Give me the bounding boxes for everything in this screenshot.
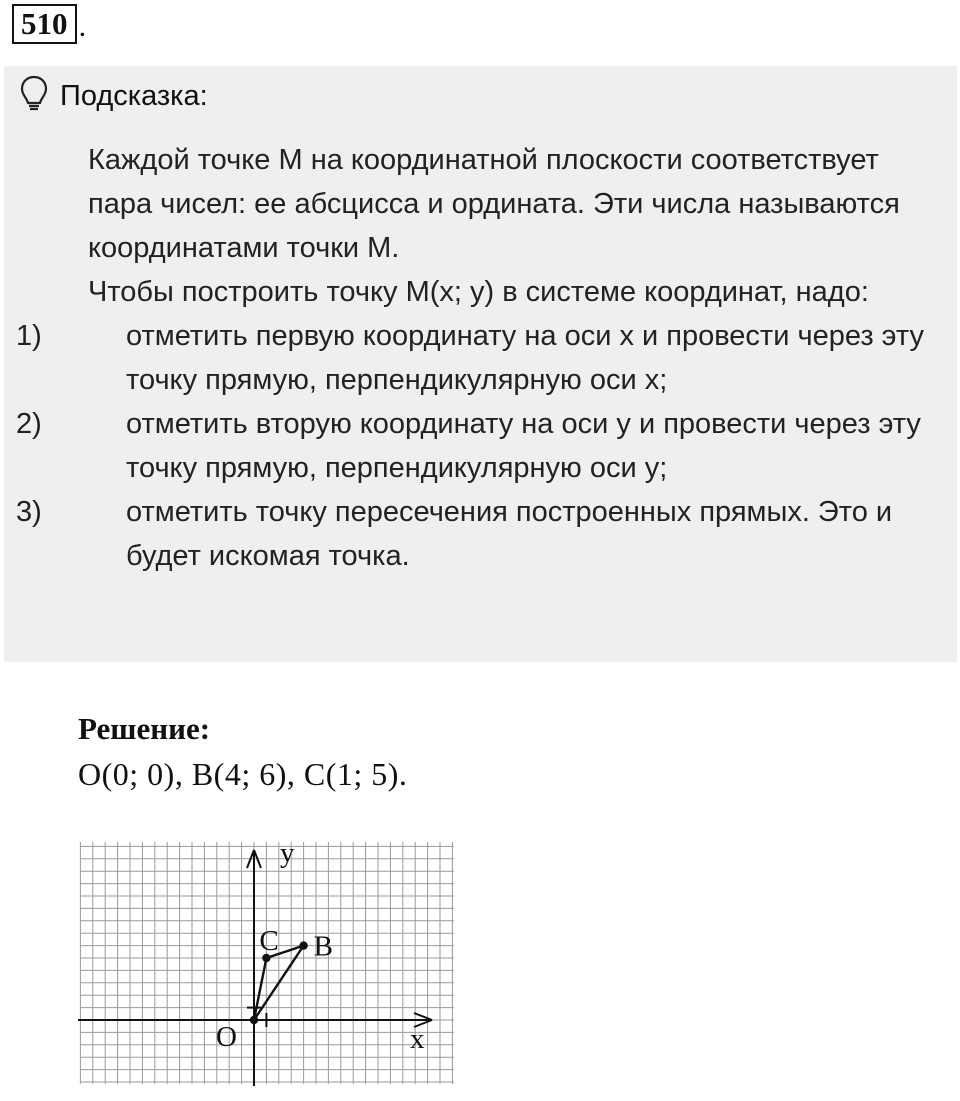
hint-paragraph: Каждой точке М на координатной плоскости соответствует пара чисел: ее абсцисса и ордината. Эти числа называются координатами точки М. bbox=[88, 144, 900, 264]
y-axis-label: y bbox=[280, 838, 295, 869]
point-O bbox=[250, 1016, 258, 1024]
hint-paragraph: Чтобы построить точку М(x; y) в системе координат, надо: bbox=[88, 276, 869, 308]
point-label-B: B bbox=[313, 930, 333, 963]
task-number bbox=[12, 4, 86, 44]
hint-step bbox=[16, 490, 946, 578]
lightbulb-icon bbox=[20, 75, 48, 118]
step-number: 2) bbox=[16, 408, 42, 440]
hint-step bbox=[16, 314, 946, 402]
task-number-dot: . bbox=[78, 8, 87, 43]
step-text: отметить первую координату на оси x и провести через эту точку прямую, перпендикулярную оси x; bbox=[126, 320, 924, 396]
hint-panel bbox=[4, 66, 957, 662]
step-number: 3) bbox=[16, 496, 42, 528]
solution-points: O(0; 0), B(4; 6), C(1; 5). bbox=[78, 756, 408, 792]
graph-svg bbox=[76, 838, 456, 1088]
graph-labels bbox=[216, 838, 425, 1055]
hint-step bbox=[16, 402, 946, 490]
step-text: отметить точку пересечения построенных прямых. Это и будет искомая точка. bbox=[126, 496, 893, 572]
step-text: отметить вторую координату на оси y и провести через эту точку прямую, перпендикулярную оси y; bbox=[126, 408, 921, 484]
point-B bbox=[299, 941, 307, 949]
hint-header bbox=[20, 76, 208, 116]
hint-title: Подсказка: bbox=[60, 79, 208, 112]
step-number: 1) bbox=[16, 320, 42, 352]
coordinate-graph bbox=[76, 838, 456, 1093]
origin-label: O bbox=[216, 1021, 237, 1053]
solution bbox=[78, 708, 407, 798]
point-label-C: C bbox=[259, 925, 279, 957]
axes bbox=[78, 850, 432, 1086]
hint-body bbox=[16, 138, 946, 578]
task-number-box: 510 bbox=[12, 4, 77, 44]
solution-label: Решение: bbox=[78, 711, 211, 746]
x-axis-label: x bbox=[410, 1023, 425, 1055]
grid bbox=[80, 842, 454, 1084]
